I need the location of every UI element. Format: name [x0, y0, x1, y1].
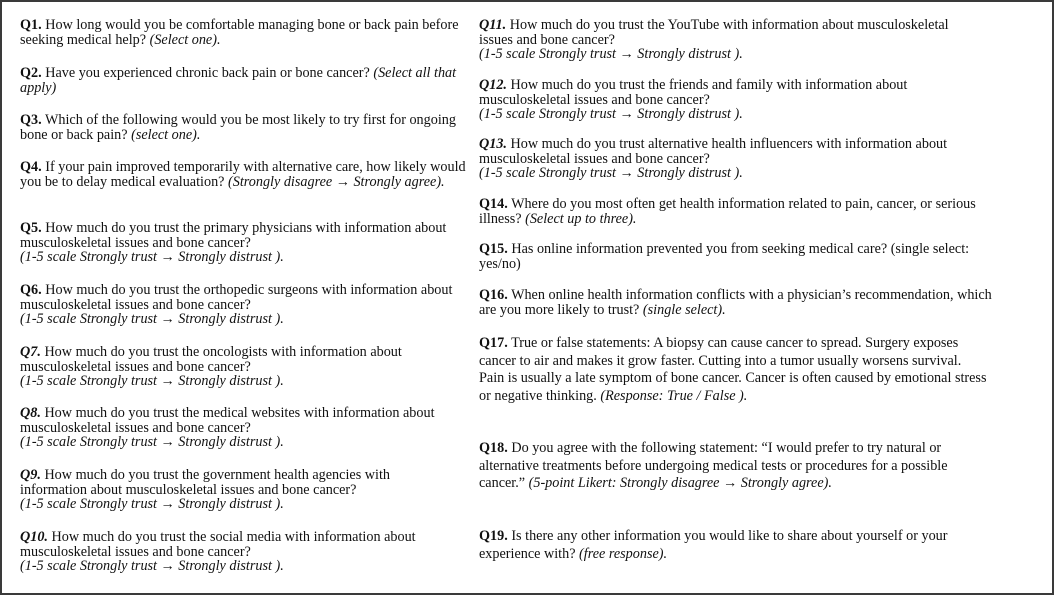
question-number: Q6. — [20, 282, 42, 298]
question-text: Which of the following would you be most likely to try first for ongoing bone or back pain? — [20, 112, 456, 143]
question-10 — [20, 530, 460, 574]
question-number: Q18. — [479, 440, 508, 456]
question-17 — [479, 335, 989, 406]
question-19 — [479, 528, 989, 563]
question-note: (1-5 scale Strongly trust → Strongly distrust ). — [20, 249, 284, 265]
question-note: (1-5 scale Strongly trust → Strongly distrust ). — [20, 373, 284, 389]
question-number: Q12. — [479, 77, 507, 93]
question-text: How much do you trust alternative health influencers with information about musculoskeletal issues and bone cancer? — [479, 136, 948, 167]
question-13 — [479, 137, 979, 181]
question-note: (Select up to three). — [525, 210, 637, 227]
question-text: How much do you trust the orthopedic surgeons with information about musculoskeletal issues and bone cancer? — [20, 282, 453, 313]
question-text: True or false statements: A biopsy can cause cancer to spread. Surgery exposes cancer to air and makes it grow faster. Cutting into a tumor usually worsens survival. Pain is usually a late symptom of bone cancer. Cancer is often caused by emotional stress or negative thinking. — [479, 335, 987, 405]
question-text: When online health information conflicts with a physician’s recommendation, which are you more likely to trust? — [479, 287, 992, 318]
question-14 — [479, 197, 1009, 226]
question-note: (Select all that apply) — [20, 65, 457, 96]
question-text: How much do you trust the government health agencies with information about musculoskeletal issues and bone cancer? — [20, 467, 390, 498]
question-number: Q13. — [479, 136, 507, 152]
question-4 — [20, 160, 468, 189]
question-12 — [479, 78, 959, 122]
question-number: Q9. — [20, 467, 41, 483]
question-note: (Select one). — [149, 31, 221, 48]
question-2 — [20, 66, 468, 95]
question-3 — [20, 113, 460, 142]
question-16 — [479, 288, 999, 317]
question-number: Q10. — [20, 529, 48, 545]
question-note: (1-5 scale Strongly trust → Strongly distrust ). — [479, 106, 743, 122]
question-number: Q2. — [20, 65, 42, 81]
question-note: (Response: True / False ). — [600, 388, 748, 405]
question-number: Q15. — [479, 241, 508, 257]
question-text: How much do you trust the YouTube with information about musculoskeletal issues and bone cancer? — [479, 17, 949, 48]
question-note: (5-point Likert: Strongly disagree → Strongly agree). — [528, 475, 832, 492]
question-text: Has online information prevented you from seeking medical care? (single select: yes/no) — [479, 241, 970, 272]
question-note: (1-5 scale Strongly trust → Strongly distrust ). — [20, 496, 284, 512]
question-11 — [479, 18, 979, 62]
question-text: Is there any other information you would like to share about yourself or your experience with? — [479, 528, 948, 562]
question-text: Where do you most often get health information related to pain, cancer, or serious illness? — [479, 196, 976, 227]
question-note: (select one). — [131, 126, 201, 143]
question-8 — [20, 406, 475, 450]
question-15 — [479, 242, 1009, 271]
question-1 — [20, 18, 468, 47]
question-number: Q3. — [20, 112, 42, 128]
question-text: How long would you be comfortable managing bone or back pain before seeking medical help? — [20, 17, 459, 48]
question-text: How much do you trust the primary physicians with information about musculoskeletal issues and bone cancer? — [20, 220, 447, 251]
question-number: Q17. — [479, 335, 508, 351]
question-note: (1-5 scale Strongly trust → Strongly distrust ). — [479, 46, 743, 62]
question-number: Q19. — [479, 528, 508, 544]
question-18 — [479, 440, 979, 493]
question-note: (1-5 scale Strongly trust → Strongly distrust ). — [20, 311, 284, 327]
question-text: How much do you trust the friends and family with information about musculoskeletal issues and bone cancer? — [479, 77, 908, 108]
question-text: Do you agree with the following statement: “I would prefer to try natural or alternative treatments before undergoing medical tests or procedures for a possible cancer.” — [479, 440, 948, 492]
question-note: (free response). — [579, 545, 668, 562]
question-text: How much do you trust the social media with information about musculoskeletal issues and bone cancer? — [20, 529, 416, 560]
question-9 — [20, 468, 460, 512]
question-number: Q7. — [20, 344, 41, 360]
question-text: If your pain improved temporarily with alternative care, how likely would you be to delay medical evaluation? — [20, 159, 466, 190]
question-number: Q4. — [20, 159, 42, 175]
question-note: (1-5 scale Strongly trust → Strongly distrust ). — [20, 434, 284, 450]
question-note: (single select). — [642, 301, 726, 318]
question-text: How much do you trust the oncologists with information about musculoskeletal issues and bone cancer? — [20, 344, 402, 375]
question-text: How much do you trust the medical websites with information about musculoskeletal issues and bone cancer? — [20, 405, 435, 436]
question-note: (1-5 scale Strongly trust → Strongly distrust ). — [20, 558, 284, 574]
question-number: Q11. — [479, 17, 507, 33]
question-number: Q1. — [20, 17, 42, 33]
question-number: Q16. — [479, 287, 508, 303]
question-number: Q8. — [20, 405, 41, 421]
question-7 — [20, 345, 460, 389]
question-number: Q14. — [479, 196, 508, 212]
question-note: (1-5 scale Strongly trust → Strongly distrust ). — [479, 165, 743, 181]
question-text: Have you experienced chronic back pain or bone cancer? — [41, 65, 374, 81]
question-number: Q5. — [20, 220, 42, 236]
question-6 — [20, 283, 460, 327]
question-5 — [20, 221, 460, 265]
question-note: (Strongly disagree → Strongly agree). — [228, 173, 445, 190]
